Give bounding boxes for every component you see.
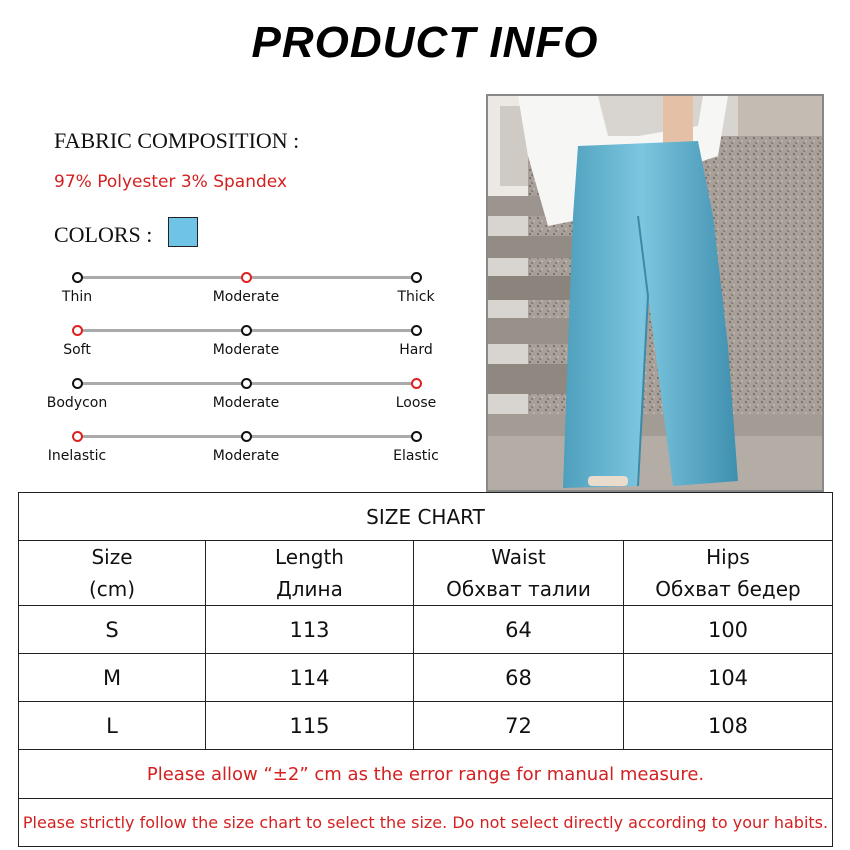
scale-dot-moderate [241,431,252,442]
cell-hips: 104 [624,654,833,702]
size-selection-note: Please strictly follow the size chart to select the size. Do not select directly according to your habits. [19,799,833,847]
scale-label-thick: Thick [397,289,435,305]
cell-hips: 108 [624,702,833,750]
header-size-line1: Size [91,545,133,569]
softness-scale [40,325,450,365]
cell-waist: 68 [414,654,624,702]
cell-hips: 100 [624,606,833,654]
scale-label-bodycon: Bodycon [46,395,108,411]
model-wearing-pants-image [488,96,822,490]
colors-label: COLORS : [54,222,153,247]
scale-label-thin: Thin [61,289,93,305]
scale-dot-moderate [241,378,252,389]
scale-label-soft: Soft [63,342,91,358]
header-hips-line1: Hips [706,545,750,569]
fabric-composition-label: FABRIC COMPOSITION : [54,128,300,153]
cell-size: L [19,702,206,750]
scale-label-hard: Hard [399,342,433,358]
header-length-line1: Length [275,545,344,569]
cell-length: 115 [206,702,414,750]
cell-size: M [19,654,206,702]
size-chart-caption: SIZE CHART [19,493,833,541]
scale-dot-soft [72,325,83,336]
error-range-note: Please allow “±2” cm as the error range for manual measure. [19,750,833,799]
header-length-line2: Длина [276,577,343,601]
page-title: PRODUCT INFO [251,18,599,67]
thickness-scale [40,272,450,312]
table-row [19,702,833,750]
scale-dot-thick [411,272,422,283]
header-waist-line1: Waist [491,545,546,569]
elasticity-scale [40,431,450,471]
table-row [19,606,833,654]
scale-dot-moderate [241,325,252,336]
header-length [206,541,414,606]
scale-dot-loose [411,378,422,389]
cell-waist: 72 [414,702,624,750]
scale-label-moderate: Moderate [212,448,280,464]
cell-length: 114 [206,654,414,702]
cell-length: 113 [206,606,414,654]
table-row [19,654,833,702]
scale-dot-inelastic [72,431,83,442]
scale-label-loose: Loose [395,395,437,411]
size-chart-table [18,492,833,847]
scale-dot-moderate [241,272,252,283]
scale-label-moderate: Moderate [212,395,280,411]
header-hips-line2: Обхват бедер [655,577,801,601]
scale-dot-elastic [411,431,422,442]
scale-label-inelastic: Inelastic [47,448,107,464]
fit-scale [40,378,450,418]
scale-dot-bodycon [72,378,83,389]
scale-label-moderate: Moderate [212,342,280,358]
cell-size: S [19,606,206,654]
cell-waist: 64 [414,606,624,654]
fabric-composition-value: 97% Polyester 3% Spandex [54,172,288,192]
header-size-line2: (cm) [88,577,136,601]
header-size [19,541,206,606]
scale-dot-thin [72,272,83,283]
color-swatch[interactable] [168,217,198,247]
product-photo [486,94,824,492]
header-waist [414,541,624,606]
header-waist-line2: Обхват талии [446,577,591,601]
scale-dot-hard [411,325,422,336]
header-hips [624,541,833,606]
scale-label-moderate: Moderate [212,289,280,305]
scale-label-elastic: Elastic [393,448,439,464]
